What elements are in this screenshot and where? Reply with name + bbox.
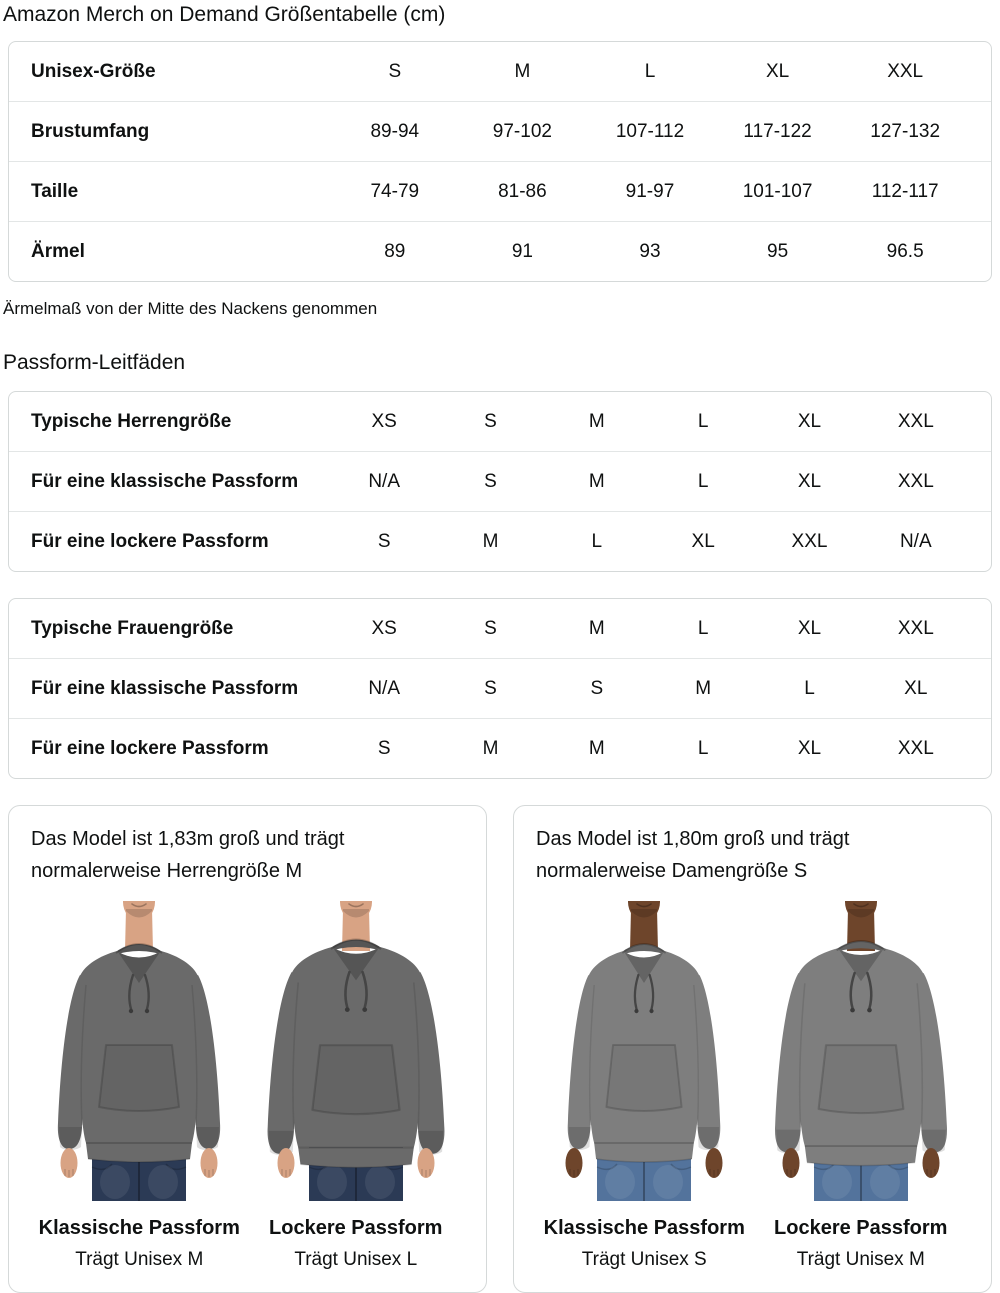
row-value: XS <box>371 617 397 639</box>
row-value: 112-117 <box>871 180 939 202</box>
row-value: XL <box>765 60 790 82</box>
mens-model-card <box>8 805 487 1293</box>
row-label: Typische Herrengröße <box>31 410 232 432</box>
row-value: 117-122 <box>743 120 812 142</box>
card-figures <box>536 901 969 1272</box>
row-value: XXL <box>897 470 934 492</box>
row-value: N/A <box>899 530 932 552</box>
row-value: L <box>697 617 709 639</box>
fit-caption: Lockere Passform <box>269 1217 443 1239</box>
row-value: M <box>588 737 605 759</box>
row-label: Taille <box>31 180 79 202</box>
row-value: S <box>388 60 402 82</box>
table-row <box>9 658 991 718</box>
row-value: 89-94 <box>370 120 420 142</box>
row-value: N/A <box>368 470 400 492</box>
row-value: 101-107 <box>742 180 813 202</box>
row-value: N/A <box>368 677 400 699</box>
row-value: 95 <box>767 240 789 262</box>
size-caption: Trägt Unisex M <box>75 1249 204 1270</box>
size-caption: Trägt Unisex L <box>294 1249 418 1270</box>
page-title: Amazon Merch on Demand Größentabelle (cm) <box>3 3 446 26</box>
table-row <box>9 161 991 221</box>
row-value: XL <box>797 410 822 432</box>
figure-caption <box>269 1215 442 1272</box>
row-value: L <box>697 470 709 492</box>
row-value: M <box>514 60 531 82</box>
mens-fit-table <box>8 391 992 572</box>
row-label: Typische Frauengröße <box>31 617 234 639</box>
row-value: XXL <box>791 530 828 552</box>
row-value: XL <box>797 617 822 639</box>
model-photo-man-loose-fit <box>250 901 462 1201</box>
model-figure <box>31 901 248 1272</box>
row-value: L <box>591 530 603 552</box>
card-intro: Das Model ist 1,83m groß und trägt normalerweise Herrengröße M <box>31 828 345 882</box>
row-value: S <box>590 677 604 699</box>
size-caption: Trägt Unisex S <box>581 1249 707 1270</box>
model-figure <box>536 901 753 1272</box>
figure-caption <box>774 1215 947 1272</box>
row-value: L <box>697 410 709 432</box>
fit-caption: Klassische Passform <box>38 1217 240 1239</box>
row-value: XXL <box>897 737 934 759</box>
row-value: 91-97 <box>625 180 675 202</box>
row-value: L <box>697 737 709 759</box>
row-value: 127-132 <box>870 120 941 142</box>
row-label: Für eine lockere Passform <box>31 737 269 759</box>
row-value: L <box>804 677 815 699</box>
row-value: S <box>484 410 497 432</box>
row-label: Für eine lockere Passform <box>31 530 269 552</box>
row-value: XXL <box>897 410 934 432</box>
fit-guides-heading: Passform-Leitfäden <box>3 351 186 374</box>
card-intro: Das Model ist 1,80m groß und trägt normalerweise Damengröße S <box>536 828 850 882</box>
row-value: 97-102 <box>492 120 552 142</box>
row-value: S <box>377 530 391 552</box>
table-row <box>9 42 991 101</box>
fit-caption: Lockere Passform <box>774 1217 948 1239</box>
model-figure <box>753 901 970 1272</box>
row-value: S <box>484 470 497 492</box>
table-row <box>9 599 991 658</box>
row-value: M <box>482 737 499 759</box>
row-value: M <box>588 470 605 492</box>
model-cards <box>8 805 992 1293</box>
row-label: Unisex-Größe <box>31 60 156 82</box>
row-value: XXL <box>887 60 924 82</box>
figure-caption <box>544 1215 745 1272</box>
fit-caption: Klassische Passform <box>543 1217 745 1239</box>
card-figures <box>31 901 464 1272</box>
model-photo-man-classic-fit <box>33 901 245 1201</box>
figure-caption <box>39 1215 240 1272</box>
table-row <box>9 101 991 161</box>
model-photo-woman-classic-fit <box>538 901 750 1201</box>
table-row <box>9 718 991 778</box>
table-row <box>9 392 991 451</box>
row-value: M <box>588 617 605 639</box>
row-label: Brustumfang <box>31 120 150 142</box>
row-value: 89 <box>384 240 406 262</box>
row-value: 74-79 <box>370 180 420 202</box>
row-value: M <box>482 530 499 552</box>
model-figure <box>248 901 465 1272</box>
row-label: Ärmel <box>31 240 85 262</box>
row-value: XL <box>691 530 715 552</box>
table-row <box>9 451 991 511</box>
model-photo-woman-loose-fit <box>755 901 967 1201</box>
row-label: Für eine klassische Passform <box>31 677 299 699</box>
row-value: XL <box>797 737 822 759</box>
row-value: S <box>484 617 497 639</box>
row-value: XL <box>904 677 928 699</box>
row-value: 81-86 <box>498 180 547 202</box>
table-row <box>9 511 991 571</box>
unisex-size-table <box>8 41 992 282</box>
sleeve-note: Ärmelmaß von der Mitte des Nackens genommen <box>3 299 378 318</box>
row-value: S <box>484 677 497 699</box>
row-value: 107-112 <box>615 120 685 142</box>
womens-model-card <box>513 805 992 1293</box>
size-caption: Trägt Unisex M <box>796 1249 925 1270</box>
row-label: Für eine klassische Passform <box>31 470 299 492</box>
row-value: M <box>695 677 712 699</box>
row-value: S <box>377 737 391 759</box>
row-value: 93 <box>639 240 661 262</box>
row-value: 91 <box>511 240 533 262</box>
row-value: XS <box>371 410 397 432</box>
row-value: XXL <box>897 617 934 639</box>
row-value: 96.5 <box>886 240 924 262</box>
row-value: M <box>588 410 605 432</box>
row-value: L <box>644 60 656 82</box>
womens-fit-table <box>8 598 992 779</box>
row-value: XL <box>797 470 822 492</box>
table-row <box>9 221 991 281</box>
